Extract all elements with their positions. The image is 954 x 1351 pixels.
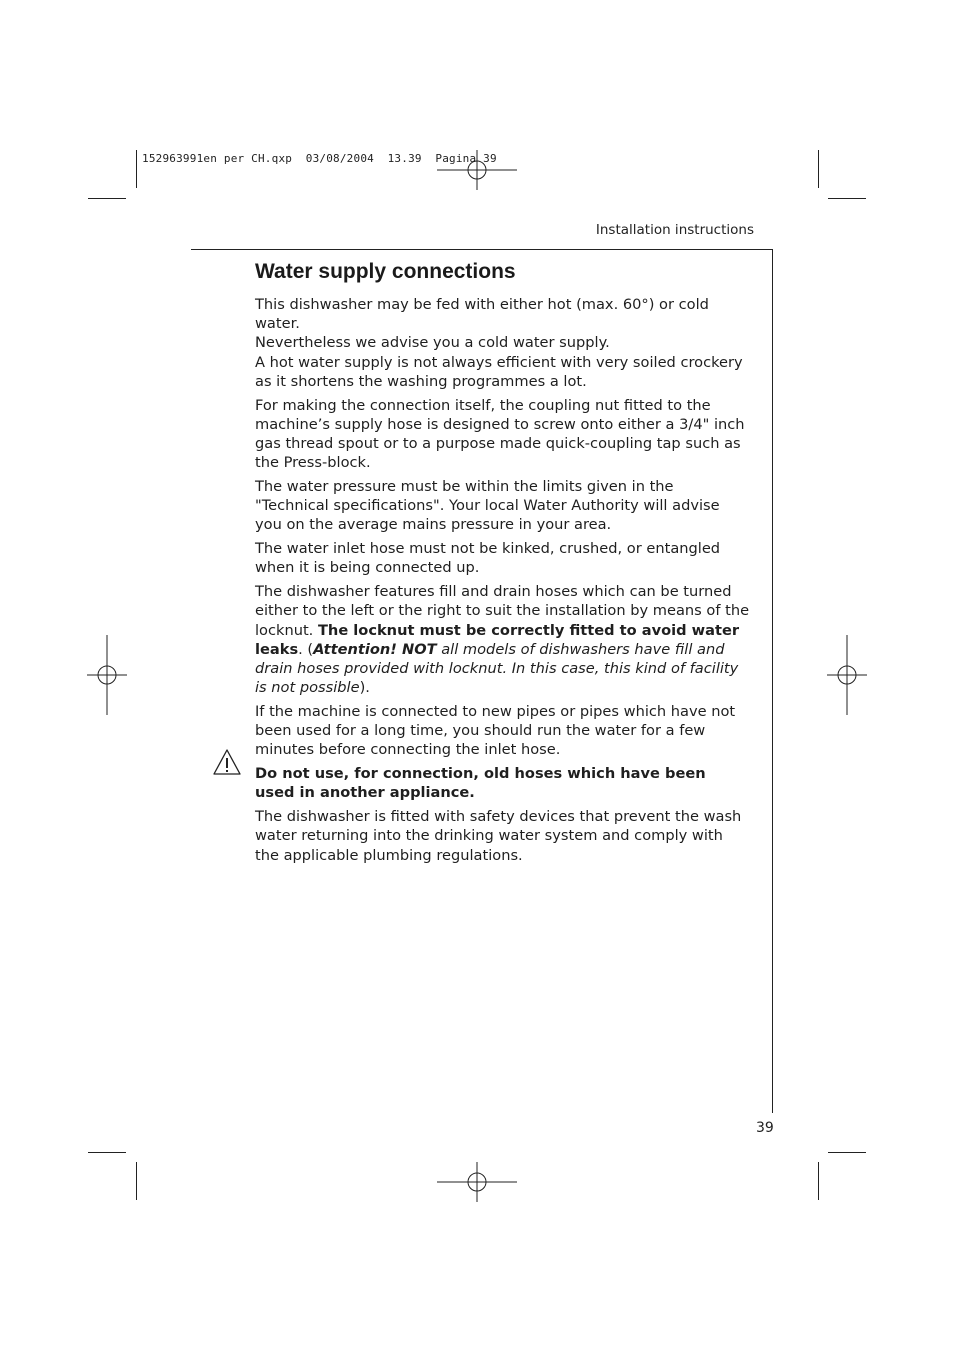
header-rule (191, 249, 773, 250)
crop-mark-top-left-vertical (136, 150, 137, 188)
crop-mark-top-right-horizontal (828, 198, 866, 199)
paragraph-new-pipes: If the machine is connected to new pipes or pipes which have not been used for a long time, you should run the water for a few minutes before connecting the inlet hose. (255, 703, 736, 759)
page-number: 39 (756, 1120, 774, 1136)
paragraph-locknut (255, 582, 750, 697)
crop-mark-top-right-vertical (818, 150, 819, 188)
paragraph-water-type (255, 295, 750, 391)
p5-text: The dishwasher features fill and drain hoses which can be turned either to the left or the right to suit the installation by means of the locknut. (255, 583, 750, 639)
warning-text: Do not use, for connection, old hoses which have been used in another appliance. (255, 765, 706, 802)
paragraph-inlet-hose: The water inlet hose must not be kinked, crushed, or entangled when it is being connected up. (255, 540, 721, 577)
page-title: Water supply connections (255, 260, 516, 283)
warning-triangle-icon (212, 748, 242, 776)
p1-line3: A hot water supply is not always efficient with very soiled crockery as it shortens the washing programmes a lot. (255, 353, 743, 390)
print-slug-line: 152963991en per CH.qxp 03/08/2004 13.39 Pagina 39 (142, 152, 497, 165)
body-text (255, 295, 750, 869)
running-header: Installation instructions (595, 222, 754, 238)
paragraph-safety-devices: The dishwasher is fitted with safety devices that prevent the wash water returning into the drinking water system and comply with the applicable plumbing regulations. (255, 808, 742, 864)
p5-after-bold: . ( (298, 640, 314, 658)
p5-attention: Attention! NOT (313, 640, 437, 658)
crop-mark-bottom-right-vertical (818, 1162, 819, 1200)
registration-mark-icon (437, 1162, 517, 1202)
crop-mark-bottom-left-vertical (136, 1162, 137, 1200)
paragraph-water-pressure: The water pressure must be within the limits given in the "Technical specifications". Your local Water Authority will advise you on the average mains pressure in your area. (255, 478, 720, 534)
p5-bold: The locknut must be correctly fitted to avoid water leaks (255, 621, 740, 658)
crop-mark-top-left-horizontal (88, 198, 126, 199)
registration-mark-icon (87, 635, 127, 715)
crop-mark-bottom-right-horizontal (828, 1152, 866, 1153)
p5-close: ). (359, 679, 370, 697)
margin-rule (772, 249, 773, 1113)
registration-mark-icon (827, 635, 867, 715)
p1-line1: This dishwasher may be fed with either hot (max. 60°) or cold water. (255, 296, 709, 333)
p5-italic: all models of dishwashers have fill and drain hoses provided with locknut. In this case, this kind of facility is not possible (255, 640, 739, 697)
paragraph-coupling-nut: For making the connection itself, the coupling nut fitted to the machine’s supply hose is designed to screw onto either a 3/4" inch gas thread spout or to a purpose made quick-coupling tap such as the Press-block. (255, 396, 745, 472)
p1-line2: Nevertheless we advise you a cold water supply. (255, 334, 610, 352)
crop-mark-bottom-left-horizontal (88, 1152, 126, 1153)
